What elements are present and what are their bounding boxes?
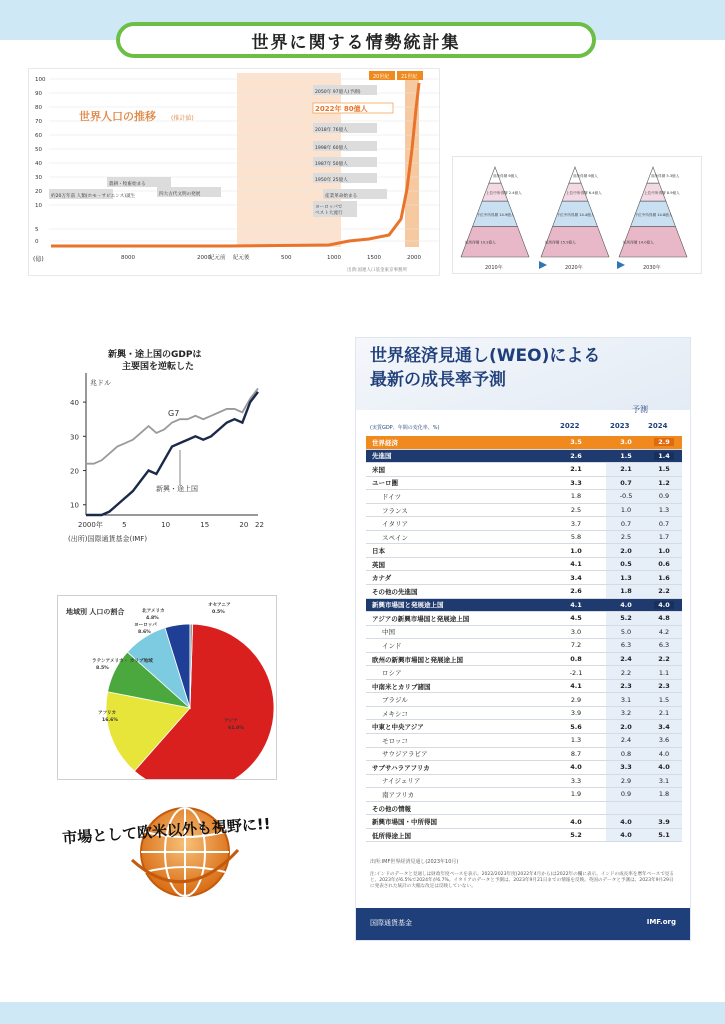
weo-value-2023: 4.0 [620,600,632,609]
population-y-tick: 5 [35,227,39,233]
population-annotation: ペスト大流行 [315,211,343,216]
gdp-y-tick: 30 [70,433,79,442]
weo-value-2023: 4.0 [620,817,632,826]
weo-row [366,802,682,816]
weo-value-2022: 1.9 [570,790,582,799]
weo-row [366,720,682,734]
weo-value-2023: 2.4 [620,655,632,664]
weo-value-2024: 2.3 [658,682,670,691]
weo-value-2022: 2.6 [570,587,582,596]
weo-value-2023: 2.3 [620,682,632,691]
weo-row-label: サブサハラアフリカ [372,763,430,772]
weo-row-label: イタリア [382,520,408,529]
weo-value-2024: 1.5 [658,695,670,704]
weo-row-label: 中国 [382,628,395,637]
weo-value-2023: 3.0 [620,438,632,447]
weo-value-2024: 4.0 [658,763,670,772]
weo-value-2022: 3.3 [570,478,582,487]
forecast-label: 予測 [632,405,648,414]
weo-row [366,693,682,707]
population-y-tick: 10 [35,203,42,209]
gdp-y-tick: 20 [70,467,79,476]
gdp-chart-title: 主要国を逆転した [122,362,195,372]
weo-value-2023: 2.0 [620,546,632,555]
weo-row [366,775,682,789]
weo-value-2022: 3.9 [570,709,582,718]
population-annotation: 約20万年前 人類(ホモ・サピエンス)誕生 [51,194,136,199]
weo-row [366,571,682,585]
arrow-icon [617,261,625,269]
weo-row [366,490,682,504]
weo-row [366,463,682,477]
weo-row-label: ナイジェリア [382,777,421,786]
weo-value-2024: 1.2 [658,478,670,487]
century-20-label: 20世紀 [373,74,390,80]
weo-row [366,436,682,450]
weo-value-2024: 1.3 [658,506,670,514]
weo-row-label: 中東と中央アジア [372,723,424,732]
weo-value-2024: 4.0 [658,749,670,758]
pie-label-pct: 0.5% [212,610,225,615]
weo-row-label: 欧州の新興市場国と発展途上国 [372,655,463,664]
weo-value-2022: 1.3 [570,736,582,745]
weo-value-2023: 6.3 [620,641,632,650]
population-history-svg [29,69,441,277]
weo-value-2024: 5.1 [658,831,670,840]
weo-value-2023: 0.8 [620,749,632,758]
weo-value-2023: 1.0 [620,506,632,514]
weo-row-label: カナダ [372,574,392,583]
population-y-tick: 0 [35,239,39,245]
population-share-pie [57,595,277,780]
weo-value-2023: 2.9 [620,776,632,785]
weo-value-2024: 1.0 [658,546,670,555]
weo-row [366,734,682,748]
pyramid-tier-label: 上位中所得層 6.4億人 [566,191,602,196]
weo-value-2024: 1.5 [658,465,670,474]
weo-value-2024: 0.7 [658,519,670,528]
income-pyramids-svg [453,157,703,275]
population-y-tick: 90 [35,91,42,97]
population-x-tick: 2000 [407,255,421,261]
forecast-column-bg [606,802,682,815]
population-y-tick: 30 [35,175,42,181]
year-header-2024: 2024 [648,422,668,430]
pie-label-name: ヨーロッパ [134,623,157,628]
weo-value-2023: 1.3 [620,573,632,582]
pyramid-tier-label: 下位中所得層 14.8億人 [634,212,673,217]
weo-value-2022: 0.8 [570,655,582,664]
weo-value-2022: -2.1 [569,668,583,677]
pie-label-pct: 8.5% [96,666,109,671]
weo-row [366,666,682,680]
weo-value-2024: 6.3 [658,641,670,650]
weo-value-2024: 1.7 [658,533,670,542]
weo-value-2024: 2.2 [658,655,670,664]
weo-title-line2: 最新の成長率予測 [370,370,506,390]
imf-logo: IMF.org [646,918,676,926]
weo-value-2022: 4.0 [570,763,582,772]
weo-row-label: スペイン [382,533,408,542]
weo-value-2022: 3.4 [570,573,582,582]
weo-row [366,599,682,613]
population-annotation: 1987年 50億人 [315,162,348,167]
weo-source: 出所:IMF世界経済見通し(2023年10月) [370,859,459,865]
weo-value-2024: 1.1 [658,668,670,677]
population-x-tick: 2000 [197,255,211,261]
gdp-x-tick: 2000年 [78,521,103,529]
population-y-tick: 20 [35,189,42,195]
population-share-svg [58,596,276,779]
weo-footer [356,908,690,940]
weo-value-2022: 3.3 [570,776,582,785]
pyramid-tier-label: 高所得層 6億人 [492,174,518,179]
weo-value-2022: 4.1 [570,600,582,609]
weo-value-2022: 3.0 [570,627,582,636]
weo-row-label: 英国 [372,560,385,569]
pie-label-name: 北アメリカ [142,609,165,614]
weo-row [366,748,682,762]
population-annotation: 産業革命始まる [325,194,358,199]
pie-label-name: アジア [224,719,238,724]
weo-row-label: 日本 [372,547,385,556]
gdp-x-tick: 10 [161,521,171,529]
weo-value-2024: 0.6 [658,560,670,569]
weo-row [366,477,682,491]
gdp-series-label-g7: G7 [168,408,180,418]
weo-value-2022: 3.5 [570,438,582,447]
weo-row-label: 先進国 [372,452,392,461]
weo-row [366,829,682,843]
weo-row-label: アジアの新興市場国と発展途上国 [372,614,470,623]
weo-value-2022: 2.5 [570,506,582,514]
weo-row-label: モロッコ [382,736,408,745]
population-x-tick: 紀元後 [233,255,250,261]
pyramid-tier-label: 上位中所得層 8.9億人 [644,191,680,196]
pie-label-pct: 61.0% [228,726,244,731]
population-y-tick: 50 [35,147,42,153]
imf-name: 国際通貨基金 [370,919,412,927]
pyramid-year: 2010年 [485,265,503,271]
weo-row-label: 南アフリカ [382,790,415,799]
pyramid-tier-label: 低所得層 19.2億人 [465,240,496,245]
pyramid-year: 2030年 [643,265,661,271]
pie-label-pct: 8.6% [138,630,151,635]
pie-title: 地域別 人口の割合 [66,608,125,616]
gdp-y-tick: 10 [70,501,79,510]
population-y-tick: 100 [35,77,46,83]
weo-value-2022: 8.7 [570,749,582,758]
weo-value-2023: 0.7 [620,478,632,487]
population-annotation: 四大古代文明の発展 [159,192,201,197]
population-y-tick: 40 [35,161,42,167]
pyramid-tier-label: 低所得層 14.0億人 [623,240,654,245]
population-annotation: 1950年 25億人 [315,178,348,183]
weo-row-label: ユーロ圏 [372,479,398,488]
weo-value-2023: 3.2 [620,709,632,718]
gdp-y-unit: 兆ドル [90,379,111,387]
weo-row-label: 新興市場国と発展途上国 [372,601,444,610]
weo-row [366,612,682,626]
pie-label-name: オセアニア [208,603,231,608]
weo-value-2022: 1.8 [570,492,582,501]
population-x-tick: 紀元前 [209,255,226,261]
weo-value-2024: 4.0 [654,601,674,609]
population-annotation: 農耕・牧畜始まる [109,182,146,187]
weo-row-label: ドイツ [382,492,402,501]
pyramid-tier-label: 下位中所得層 14.4億人 [556,212,595,217]
population-y-unit: (億) [33,256,44,263]
weo-title-line1: 世界経済見通し(WEO)による [370,346,601,366]
weo-value-2023: -0.5 [619,492,633,501]
weo-value-2024: 1.6 [658,573,670,582]
weo-value-2023: 0.7 [620,519,632,528]
weo-row [366,639,682,653]
year-header-2023: 2023 [610,422,630,430]
gdp-x-tick: 22 [255,521,264,529]
weo-row [366,815,682,829]
weo-row-label: 世界経済 [372,438,398,447]
population-annotation: 1998年 60億人 [315,146,348,151]
weo-value-2023: 5.0 [620,627,632,636]
slogan-text: 市場として欧米以外も視野に!! [61,814,272,848]
pie-label-pct: 16.6% [102,718,118,723]
gdp-chart-title: 新興・途上国のGDPは [108,350,202,360]
weo-value-2022: 2.9 [570,695,582,704]
weo-value-2022: 4.0 [570,817,582,826]
gdp-source: (出所)国際通貨基金(IMF) [68,535,148,543]
weo-row [366,450,682,464]
gdp-x-tick: 20 [239,521,249,529]
weo-row [366,531,682,545]
weo-value-2024: 3.9 [658,817,670,826]
population-x-tick: 1000 [327,255,341,261]
weo-row-label: 中南米とカリブ諸国 [372,682,431,691]
weo-value-2023: 2.2 [620,668,632,677]
weo-row-label: 米国 [372,465,385,474]
weo-value-2023: 0.5 [620,560,632,569]
gdp-series-label-emerging: 新興・途上国 [156,485,198,494]
page-title: 世界に関する情勢統計集 [116,22,596,58]
weo-value-2022: 2.1 [570,465,582,474]
population-annotation: 2018年 76億人 [315,128,348,133]
weo-row-label: 新興市場国・中所得国 [372,818,437,827]
gdp-line-chart [62,345,282,555]
weo-value-2024: 3.1 [658,776,670,785]
weo-value-2022: 3.7 [570,519,582,528]
weo-row [366,626,682,640]
weo-value-2024: 2.1 [658,709,670,718]
weo-row [366,680,682,694]
gdp-line-svg [62,345,282,555]
pyramid-year: 2020年 [565,265,583,271]
weo-units-note: (実質GDP、年間の変化率、%) [370,425,440,431]
weo-row-label: メキシコ [382,709,408,718]
pyramid-tier-label: 高所得層 6億人 [572,174,598,179]
weo-row-label: ロシア [382,669,402,678]
weo-row-label: インド [382,641,402,650]
population-x-tick: 8000 [121,255,135,261]
weo-row [366,788,682,802]
weo-row [366,707,682,721]
weo-value-2023: 2.4 [620,736,632,745]
population-title-note: (推計値) [171,115,194,122]
weo-value-2024: 0.9 [658,492,670,501]
population-chart-title: 世界人口の推移 [79,110,156,123]
gdp-x-tick: 15 [200,521,210,529]
gdp-series-line-g7 [86,388,258,463]
weo-value-2023: 4.0 [620,831,632,840]
weo-value-2023: 1.8 [620,587,632,596]
pyramid-tier-label: 高所得層 5.3億人 [650,174,680,179]
weo-value-2023: 3.3 [620,763,632,772]
population-y-tick: 70 [35,119,42,125]
population-annotation: 2050年 97億人(予測) [315,90,361,95]
income-pyramids [452,156,702,274]
arrow-icon [539,261,547,269]
weo-row-label: サウジアラビア [382,750,428,759]
year-header-2022: 2022 [560,422,580,430]
weo-value-2023: 1.5 [620,451,632,460]
population-y-tick: 80 [35,105,42,111]
weo-row [366,761,682,775]
weo-row [366,544,682,558]
weo-value-2023: 2.1 [620,465,632,474]
weo-value-2024: 4.2 [658,627,670,636]
weo-value-2023: 0.9 [620,790,632,799]
population-history-chart [28,68,440,276]
weo-value-2022: 5.8 [570,533,582,542]
weo-row-label: その他の先進国 [372,587,418,596]
weo-row [366,585,682,599]
weo-row-label: その他の情報 [372,804,411,813]
weo-value-2023: 2.0 [620,722,632,731]
weo-value-2022: 4.1 [570,682,582,691]
population-x-tick: 500 [281,255,292,261]
weo-value-2022: 2.6 [570,451,582,460]
weo-value-2024: 3.6 [658,736,670,745]
population-x-tick: 1500 [367,255,381,261]
weo-value-2023: 5.2 [620,614,632,623]
weo-value-2022: 1.0 [570,546,582,555]
weo-row-label: 低所得途上国 [372,831,411,840]
weo-value-2022: 7.2 [570,641,582,650]
weo-growth-table-panel [356,338,690,940]
weo-title [370,344,600,392]
population-annotation: 2022年 80億人 [315,105,368,113]
weo-value-2022: 5.6 [570,722,582,731]
gdp-x-tick: 5 [122,521,127,529]
weo-row-label: ブラジル [382,696,408,705]
pie-label-name: ラテンアメリカ・ カリブ地域 [92,659,153,664]
weo-footnote: 注:インドのデータと見通しは財政年度ベースを表示。2022/2023年度(2022年4月から)は2022年の欄に表示。インドの成長率を暦年ベースで見ると、2023年が6.5%で2024年が6.7%。イタリアのデータと予測は、2023年9月21日までの情報を反映。英国のデータと予測は、2023年9月29日に発表された統計の大幅な改定は反映していない。 [370,872,674,889]
century-21-label: 21世紀 [401,74,418,80]
weo-row [366,653,682,667]
pie-label-pct: 4.8% [146,616,159,621]
population-annotation: ヨーロッパで [315,205,343,210]
gdp-y-tick: 40 [70,399,79,408]
weo-value-2024: 3.4 [658,722,670,731]
weo-value-2023: 2.5 [620,533,632,542]
weo-value-2022: 5.2 [570,831,582,840]
weo-row-label: フランス [382,506,408,515]
weo-table [366,436,682,842]
weo-value-2022: 4.5 [570,614,582,623]
weo-value-2022: 4.1 [570,560,582,569]
weo-value-2024: 4.8 [658,614,670,623]
population-y-tick: 60 [35,133,42,139]
pyramid-tier-label: 低所得層 15.9億人 [545,240,576,245]
weo-value-2024: 2.9 [654,438,674,446]
population-source: 出典:国連人口基金東京事務所 [347,268,408,273]
pyramid-tier-label: 上位中所得層 2.4億人 [486,191,522,196]
bottom-band [0,1002,725,1024]
pyramid-tier-label: 下位中所得層 14.9億人 [476,212,515,217]
weo-value-2024: 1.4 [654,452,674,460]
weo-row [366,517,682,531]
weo-value-2023: 3.1 [620,695,632,704]
weo-row [366,558,682,572]
pie-label-name: アフリカ [98,711,117,716]
weo-value-2024: 2.2 [658,587,670,596]
weo-value-2024: 1.8 [658,790,670,799]
weo-row [366,504,682,518]
